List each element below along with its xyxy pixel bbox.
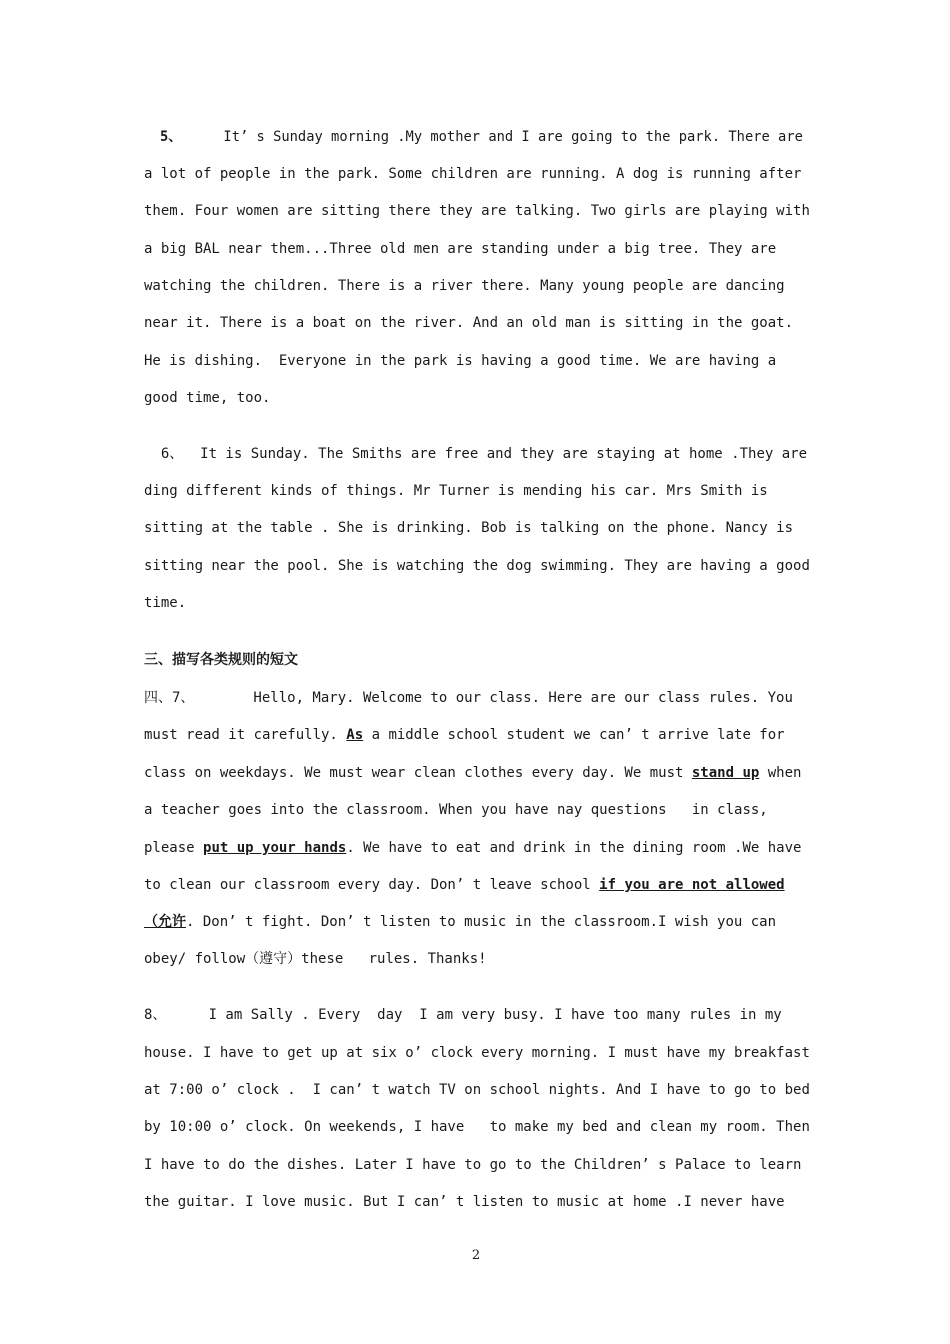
p5-line-5: watching the children. There is a river there. Many young people are dancing: [144, 278, 785, 294]
p5-line-7: He is dishing. Everyone in the park is having a good time. We are having a: [144, 353, 777, 369]
p7-line-6: [144, 876, 812, 894]
p7-line-3: [144, 764, 812, 782]
p7-line-5-b: . We have to eat and drink in the dining room .We have: [346, 840, 802, 856]
page-number: 2: [471, 1248, 481, 1263]
p6-line-1: 6、 It is Sunday. The Smiths are free and they are staying at home .They are: [144, 446, 808, 462]
p6-line-2: ding different kinds of things. Mr Turner is mending his car. Mrs Smith is: [144, 483, 768, 499]
p5-line-2: a lot of people in the park. Some children are running. A dog is running after: [144, 166, 802, 182]
p5-line-8: good time, too.: [144, 390, 271, 406]
p7-line-2-a: must read it carefully.: [144, 727, 347, 743]
p6-line-3: sitting at the table . She is drinking. Bob is talking on the phone. Nancy is: [144, 520, 794, 536]
p8-line-6: the guitar. I love music. But I can’ t listen to music at home .I never have: [144, 1194, 785, 1210]
p6-line-4: sitting near the pool. She is watching the dog swimming. They are having a good: [144, 558, 810, 574]
p7-line-5: [144, 839, 812, 857]
underlined-phrase: As: [346, 727, 364, 743]
p7-line-4: a teacher goes into the classroom. When you have nay questions in class,: [144, 802, 768, 818]
p5-line-6: near it. There is a boat on the river. And an old man is sitting in the goat.: [144, 315, 794, 331]
p7-line-6-a: to clean our classroom every day. Don’ t leave school: [144, 877, 600, 893]
p7-line-5-a: please: [144, 840, 204, 856]
p8-line-1: 8、 I am Sally . Every day I am very busy. I have too many rules in my: [144, 1007, 782, 1023]
p7-line-7-b: . Don’ t fight. Don’ t listen to music in the classroom.I wish you can: [186, 914, 777, 930]
p5-line-1-text: It’ s Sunday morning .My mother and I are going to the park. There are: [182, 129, 803, 145]
p5-number: 5、: [160, 129, 183, 145]
underlined-phrase: （允许: [144, 914, 186, 930]
p7-line-2-b: a middle school student we can’ t arrive late for: [363, 727, 785, 743]
p7-line-2: [144, 726, 812, 744]
p7-line-3-a: class on weekdays. We must wear clean clothes every day. We must: [144, 765, 692, 781]
p8-line-4: by 10:00 o’ clock. On weekends, I have to make my bed and clean my room. Then: [144, 1119, 810, 1135]
p5-line-3: them. Four women are sitting there they are talking. Two girls are playing with: [144, 203, 810, 219]
p8-line-3: at 7:00 o’ clock . I can’ t watch TV on school nights. And I have to go to bed: [144, 1082, 810, 1098]
p6-line-5: time.: [144, 595, 187, 611]
p7-line-7: [144, 913, 812, 931]
p8-line-5: I have to do the dishes. Later I have to go to the Children’ s Palace to learn: [144, 1157, 802, 1173]
p7-line-3-b: when: [759, 765, 802, 781]
underlined-phrase: put up your hands: [203, 840, 347, 856]
p5-line-4: a big BAL near them...Three old men are standing under a big tree. They are: [144, 241, 777, 257]
p7-line-1: 四、7、 Hello, Mary. Welcome to our class. Here are our class rules. You: [144, 690, 793, 706]
p8-line-2: house. I have to get up at six o’ clock every morning. I must have my breakfast: [144, 1045, 810, 1061]
underlined-phrase: if you are not allowed: [599, 877, 785, 893]
underlined-phrase: stand up: [691, 765, 760, 781]
p7-line-8: obey/ follow（遵守）these rules. Thanks!: [144, 951, 487, 967]
p5-line-1: [144, 128, 812, 146]
section-heading: 三、描写各类规则的短文: [144, 652, 298, 668]
